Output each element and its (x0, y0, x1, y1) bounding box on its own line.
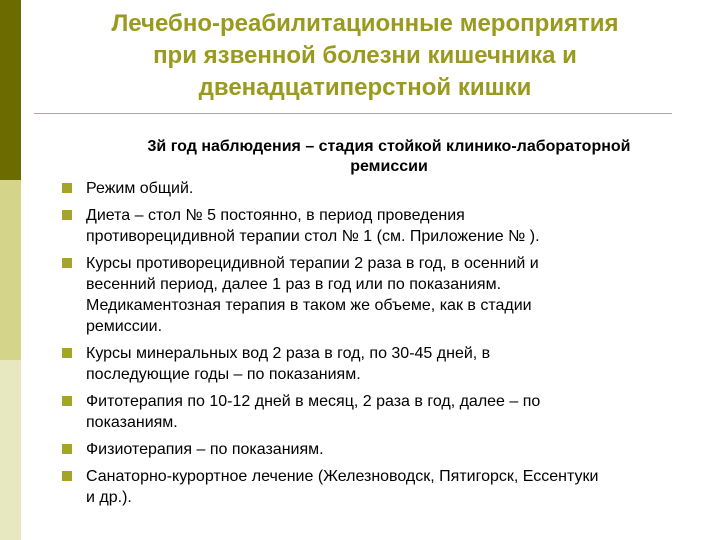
list-item (62, 391, 712, 433)
list-item (62, 343, 712, 385)
side-bar-middle (0, 180, 21, 360)
title-line: Лечебно-реабилитационные мероприятия (111, 10, 619, 37)
square-bullet-icon (62, 444, 72, 454)
title-divider (34, 113, 672, 114)
side-bar-top (0, 0, 21, 180)
bullet-list (62, 178, 712, 514)
square-bullet-icon (62, 471, 72, 481)
slide-title (30, 8, 700, 104)
list-item (62, 178, 712, 199)
square-bullet-icon (62, 348, 72, 358)
list-item (62, 466, 712, 508)
bullet-text: Фитотерапия по 10-12 дней в месяц, 2 раза в год, далее – по показаниям. (86, 393, 541, 431)
bullet-text: Санаторно-курортное лечение (Железноводск, Пятигорск, Ессентуки и др.). (86, 468, 599, 506)
slide-subtitle: 3й год наблюдения – стадия стойкой клинико-лабораторной ремиссии (147, 138, 631, 175)
side-bar-bottom (0, 360, 21, 540)
bullet-text: Режим общий. (86, 180, 194, 197)
bullet-text: Курсы минеральных вод 2 раза в год, по 30-45 дней, в последующие годы – по показаниям. (86, 345, 491, 383)
title-line: двенадцатиперстной кишки (198, 74, 532, 101)
bullet-text: Курсы противорецидивной терапии 2 раза в год, в осенний и весенний период, далее 1 раз в год или по показаниям. Медикаментозная терапия в таком же объеме, как в стадии ремиссии. (86, 255, 539, 335)
bullet-text: Физиотерапия – по показаниям. (86, 441, 324, 458)
bullet-text: Диета – стол № 5 постоянно, в период проведения противорецидивной терапии стол № 1 (см. Приложение № ). (86, 207, 540, 245)
square-bullet-icon (62, 183, 72, 193)
list-item (62, 205, 712, 247)
square-bullet-icon (62, 396, 72, 406)
title-line: при язвенной болезни кишечника и (153, 42, 577, 69)
square-bullet-icon (62, 258, 72, 268)
list-item (62, 439, 712, 460)
list-item (62, 253, 712, 337)
square-bullet-icon (62, 210, 72, 220)
